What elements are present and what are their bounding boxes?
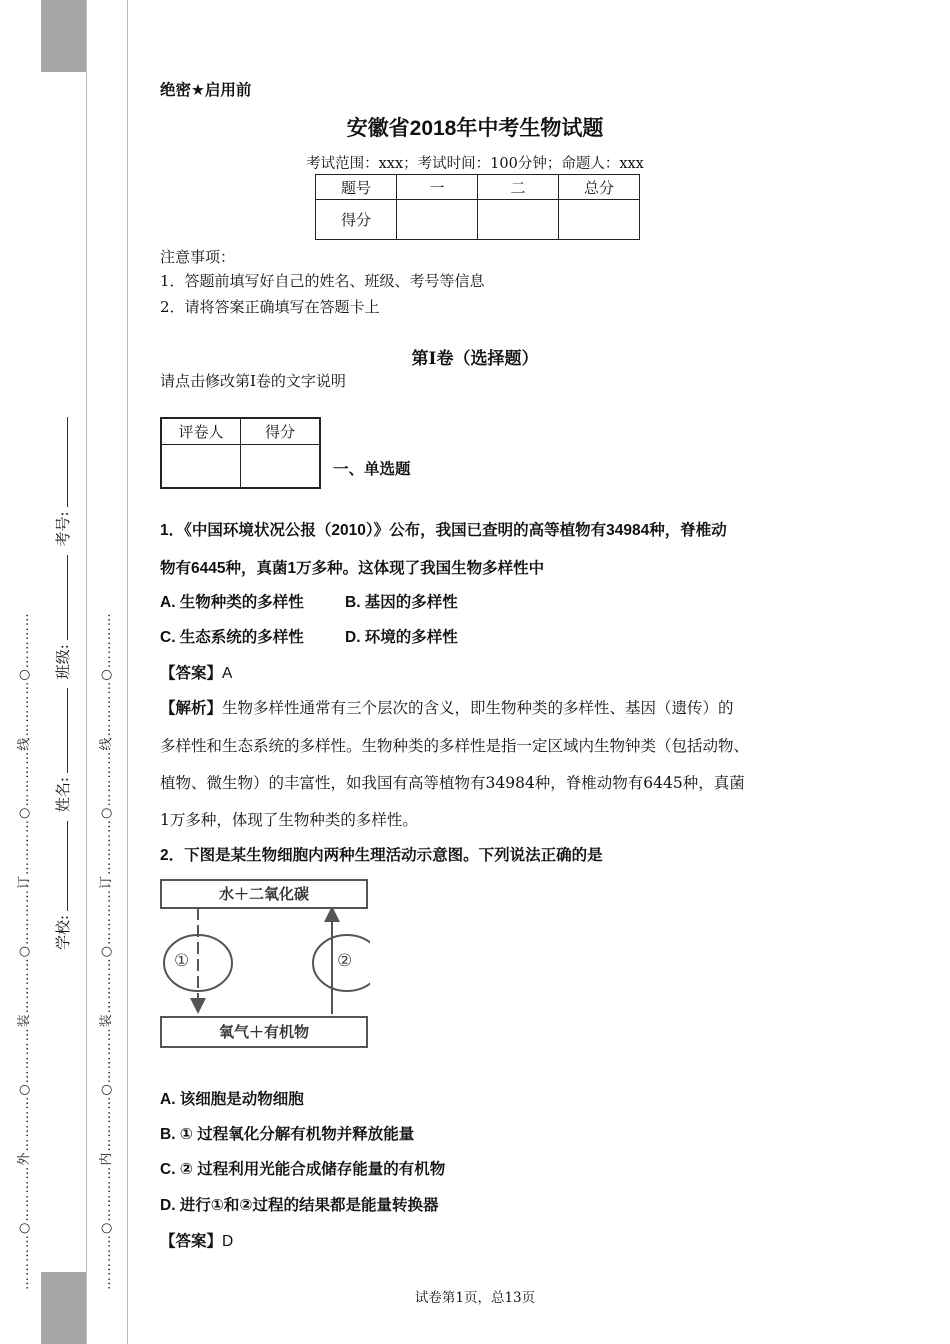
grader-cell[interactable] [241, 444, 321, 488]
q1-option-b[interactable]: B. 基因的多样性 [345, 594, 458, 611]
margin-divider [127, 0, 128, 1344]
school-label: 学校: [54, 914, 72, 950]
school-blank[interactable] [67, 821, 68, 911]
grader-table [160, 417, 321, 489]
process2-label: ② [337, 951, 353, 971]
student-info-fields [52, 413, 73, 950]
q1-analysis-label: 【解析】 [160, 700, 223, 717]
grader-cell[interactable] [161, 444, 241, 488]
q1-answer: A [222, 665, 233, 682]
score-header-cell: 一 [397, 175, 478, 200]
score-row-label: 得分 [316, 200, 397, 240]
q1-analysis: 生物多样性通常有三个层次的含义，即生物种类的多样性、基因（遗传）的 [222, 699, 734, 717]
class-blank[interactable] [67, 555, 68, 640]
section-title: 第I卷（选择题） [411, 349, 539, 369]
notes-title: 注意事项： [160, 248, 236, 266]
grader-header: 评卷人 [161, 418, 241, 444]
q1-stem: 1．《中国环境状况公报（2010）》公布，我国已查明的高等植物有34984种，脊椎动 [160, 522, 727, 539]
section-subtitle: 请点击修改第I卷的文字说明 [160, 372, 346, 390]
q2-option-b[interactable]: B. ① 过程氧化分解有机物并释放能量 [160, 1126, 415, 1143]
grader-header: 得分 [241, 418, 321, 444]
score-cell[interactable] [559, 200, 640, 240]
q1-analysis: 植物、微生物）的丰富性，如我国有高等植物有34984种，脊椎动物有6445种，真菌 [160, 774, 745, 792]
inner-binding-line: …………○…………内…………○…………装…………○…………订…………○…………线…………○………… [99, 612, 114, 1290]
page-title: 安徽省2018年中考生物试题 [346, 117, 604, 140]
figure-bottom-label: 氧气＋有机物 [218, 1024, 309, 1041]
score-header-cell: 题号 [316, 175, 397, 200]
notes-item: 1．答题前填写好自己的姓名、班级、考号等信息 [160, 272, 485, 290]
score-header-cell: 总分 [559, 175, 640, 200]
score-header-cell: 二 [478, 175, 559, 200]
part-title: 一、单选题 [333, 461, 411, 478]
name-label: 姓名: [54, 777, 72, 813]
figure-top-label: 水＋二氧化碳 [218, 886, 309, 903]
id-label: 考号: [54, 511, 72, 547]
notes-item: 2．请将答案正确填写在答题卡上 [160, 298, 380, 316]
q2-option-c[interactable]: C. ② 过程利用光能合成储存能量的有机物 [160, 1161, 446, 1178]
q1-answer-label: 【答案】 [160, 665, 223, 682]
score-cell[interactable] [478, 200, 559, 240]
process1-label: ① [174, 951, 190, 971]
q2-figure [160, 876, 370, 1048]
q1-option-c[interactable]: C. 生态系统的多样性 [160, 629, 304, 646]
outer-binding-line: …………○…………外…………○…………装…………○…………订…………○…………线…………○………… [17, 612, 32, 1290]
exam-info: 考试范围：xxx；考试时间：100分钟；命题人：xxx [306, 156, 644, 172]
class-label: 班级: [54, 644, 72, 680]
q2-stem: 2．下图是某生物细胞内两种生理活动示意图。下列说法正确的是 [160, 847, 603, 864]
q1-option-a[interactable]: A. 生物种类的多样性 [160, 594, 304, 611]
margin-band-bottom [41, 1272, 87, 1344]
q2-option-a[interactable]: A. 该细胞是动物细胞 [160, 1091, 304, 1108]
margin-divider [86, 0, 87, 1344]
q2-answer: D [222, 1233, 234, 1250]
margin-band-top [41, 0, 87, 72]
score-table [315, 174, 640, 240]
q2-option-d[interactable]: D. 进行①和②过程的结果都是能量转换器 [160, 1197, 439, 1214]
q2-answer-label: 【答案】 [160, 1233, 223, 1250]
q1-option-d[interactable]: D. 环境的多样性 [345, 629, 458, 646]
name-blank[interactable] [67, 688, 68, 773]
secret-label: 绝密★启用前 [160, 82, 252, 99]
id-blank[interactable] [67, 417, 68, 507]
q1-analysis: 1万多种，体现了生物种类的多样性。 [160, 811, 418, 829]
q1-analysis: 多样性和生态系统的多样性。生物种类的多样性是指一定区域内生物钟类（包括动物、 [160, 737, 750, 755]
q1-stem: 物有6445种，真菌1万多种。这体现了我国生物多样性中 [160, 560, 545, 577]
page-number: 试卷第1页，总13页 [414, 1290, 536, 1306]
score-cell[interactable] [397, 200, 478, 240]
